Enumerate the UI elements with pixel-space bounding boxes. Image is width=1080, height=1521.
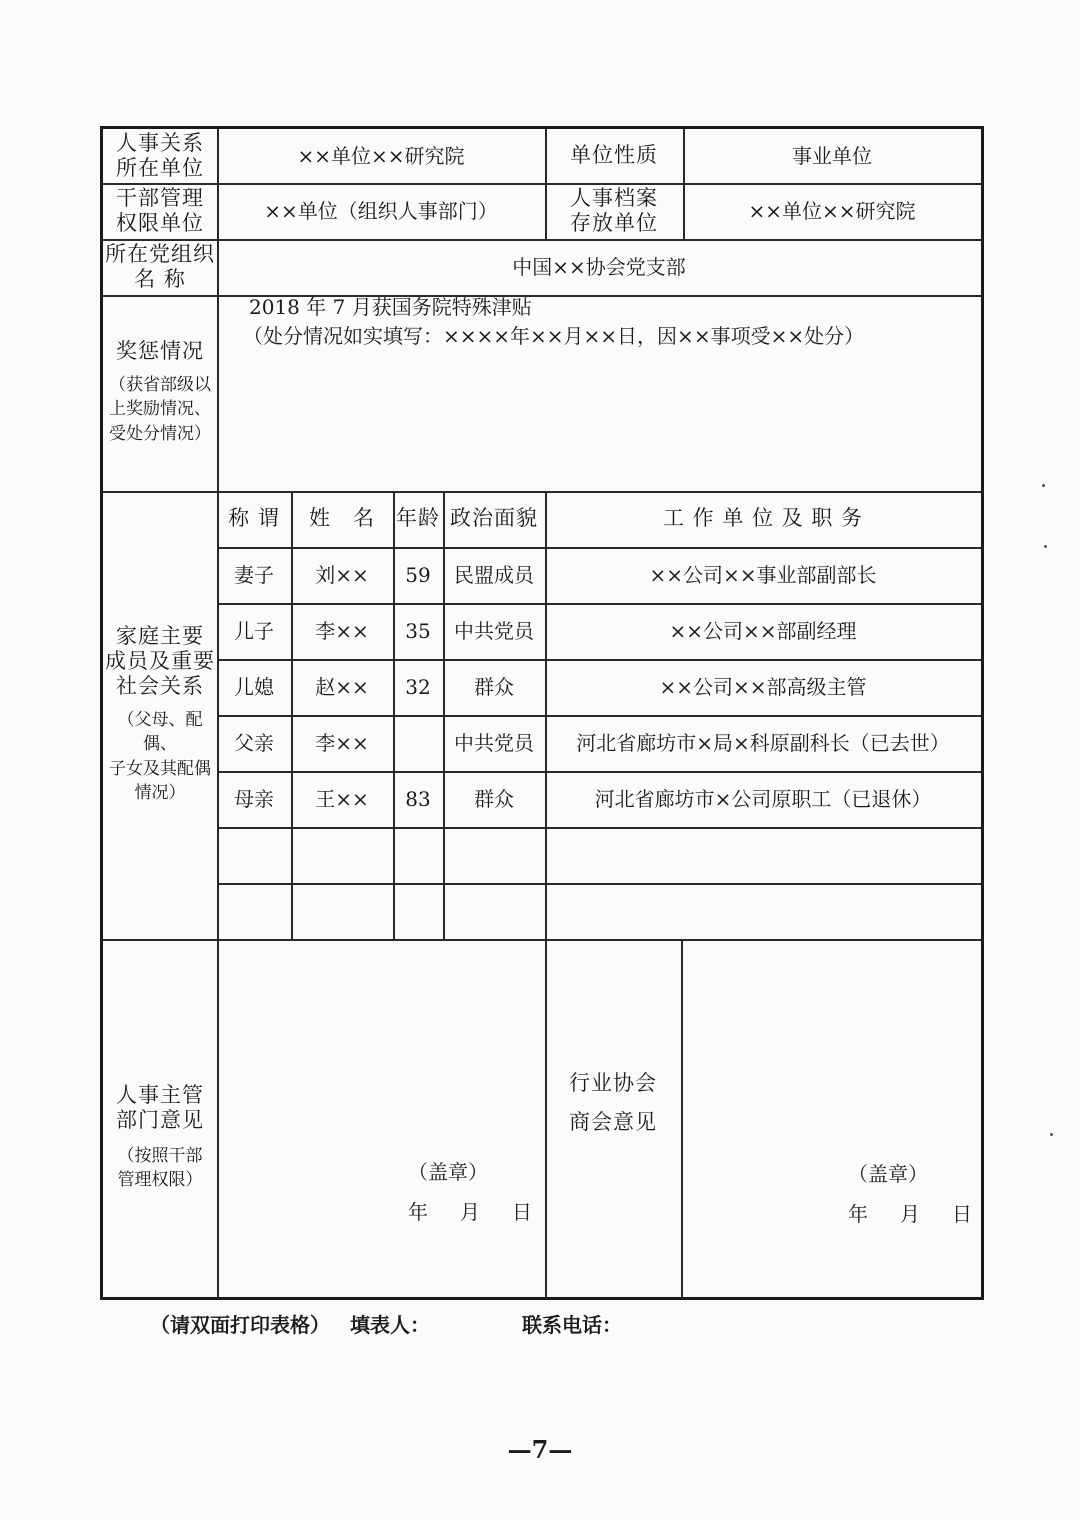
hr-opinion-note-line: 管理权限） (117, 1170, 203, 1191)
table-cell-name: 李×× (315, 618, 369, 643)
grid-line (103, 939, 981, 941)
table-cell-name: 刘×× (315, 562, 369, 587)
table-cell-work-unit: ××公司××部副经理 (669, 618, 857, 643)
unit-nature-value: 事业单位 (792, 143, 872, 168)
table-cell-relation: 父亲 (234, 730, 274, 755)
phone-label: 联系电话： (522, 1312, 622, 1337)
table-cell-political-status: 群众 (474, 786, 514, 811)
table-cell-age: 59 (405, 562, 431, 587)
table-cell-relation: 儿子 (234, 618, 274, 643)
party-organization-label (103, 239, 217, 295)
unit-nature-label: 单位性质 (570, 143, 658, 168)
table-cell-work-unit: 河北省廊坊市×局×科原副科长（已去世） (576, 730, 950, 755)
table-cell-name: 赵×× (315, 674, 369, 699)
label-line: 权限单位 (116, 211, 204, 235)
filler-label: 填表人： (350, 1312, 430, 1337)
family-label (103, 491, 217, 939)
table-cell-relation: 妻子 (234, 562, 274, 587)
column-header-political-status: 政治面貌 (450, 506, 538, 531)
hr-opinion-note-line: （按照干部 (117, 1145, 203, 1166)
table-cell-political-status: 群众 (474, 674, 514, 699)
party-organization-value: 中国××协会党支部 (512, 254, 686, 279)
table-cell-age: 35 (405, 618, 431, 643)
hr-opinion-label (103, 939, 217, 1297)
awards-note-line: 受处分情况） (109, 423, 211, 444)
family-title-line: 社会关系 (116, 674, 204, 699)
family-note-line: 情况） (134, 783, 186, 804)
family-title-line: 成员及重要 (105, 649, 215, 674)
scan-speck (1050, 1133, 1053, 1136)
cadre-management-unit-value: ××单位（组织人事部门） (264, 198, 498, 223)
table-cell-political-status: 民盟成员 (454, 562, 534, 587)
awards-note-line: （获省部级以 (109, 374, 211, 395)
label-line: 名 称 (134, 267, 186, 291)
hr-opinion-title-line: 人事主管 (116, 1083, 204, 1108)
table-cell-relation: 母亲 (234, 786, 274, 811)
grid-line (681, 939, 683, 1297)
label-line: 人事档案 (570, 185, 658, 210)
table-cell-relation: 儿媳 (234, 674, 274, 699)
awards-note-line: 上奖励情况、 (109, 399, 211, 420)
family-title-line: 家庭主要 (116, 623, 204, 648)
hr-date: 年 月 日 (408, 1199, 538, 1224)
hr-relation-unit-value: ××单位××研究院 (297, 143, 465, 168)
association-opinion-label (545, 939, 681, 1297)
label-line: 存放单位 (570, 211, 658, 235)
column-header-age: 年龄 (396, 506, 440, 531)
print-note: （请双面打印表格） (150, 1312, 330, 1337)
scan-speck (1042, 484, 1045, 487)
scan-speck (1044, 545, 1047, 548)
label-line: 人事关系 (116, 130, 204, 155)
table-cell-political-status: 中共党员 (454, 618, 534, 643)
label-line: 所在党组织 (105, 241, 215, 266)
family-note-line: 子女及其配偶 (109, 758, 211, 779)
hr-relation-unit-label (103, 129, 217, 183)
hr-stamp: （盖章） (408, 1159, 488, 1184)
association-stamp: （盖章） (848, 1161, 928, 1186)
table-cell-political-status: 中共党员 (454, 730, 534, 755)
family-note-line: （父母、配偶、 (117, 709, 203, 755)
awards-title: 奖惩情况 (116, 339, 204, 364)
table-cell-name: 王×× (315, 786, 369, 811)
awards-line: （处分情况如实填写：××××年××月××日，因××事项受××处分） (243, 324, 865, 348)
column-header-relation: 称 谓 (228, 506, 280, 531)
label-line: 干部管理 (116, 185, 204, 210)
column-header-work-unit: 工 作 单 位 及 职 务 (662, 506, 864, 531)
grid-line (217, 883, 981, 885)
personnel-file-unit-label (545, 183, 683, 239)
hr-opinion-title-line: 部门意见 (116, 1108, 204, 1133)
grid-line (217, 827, 981, 829)
table-cell-name: 李×× (315, 730, 369, 755)
association-opinion-line: 商会意见 (569, 1110, 657, 1134)
association-date: 年 月 日 (848, 1201, 978, 1226)
awards-label (103, 295, 217, 491)
table-cell-age (393, 715, 443, 771)
awards-content (217, 295, 981, 491)
page-number: —7— (507, 1435, 573, 1464)
column-header-name: 姓 名 (309, 506, 375, 531)
personnel-file-unit-value: ××单位××研究院 (748, 198, 916, 223)
table-cell-work-unit: ××公司××部高级主管 (659, 674, 867, 699)
table-cell-age: 32 (405, 674, 431, 699)
cadre-management-unit-label (103, 183, 217, 239)
table-cell-work-unit: ××公司××事业部副部长 (649, 562, 877, 587)
label-line: 所在单位 (116, 156, 204, 180)
cadre-info-form (100, 126, 984, 1300)
association-opinion-line: 行业协会 (569, 1070, 657, 1095)
table-cell-age: 83 (405, 786, 431, 811)
awards-line: 2018 年 7 月获国务院特殊津贴 (249, 295, 532, 319)
table-cell-work-unit: 河北省廊坊市×公司原职工（已退休） (594, 786, 932, 811)
